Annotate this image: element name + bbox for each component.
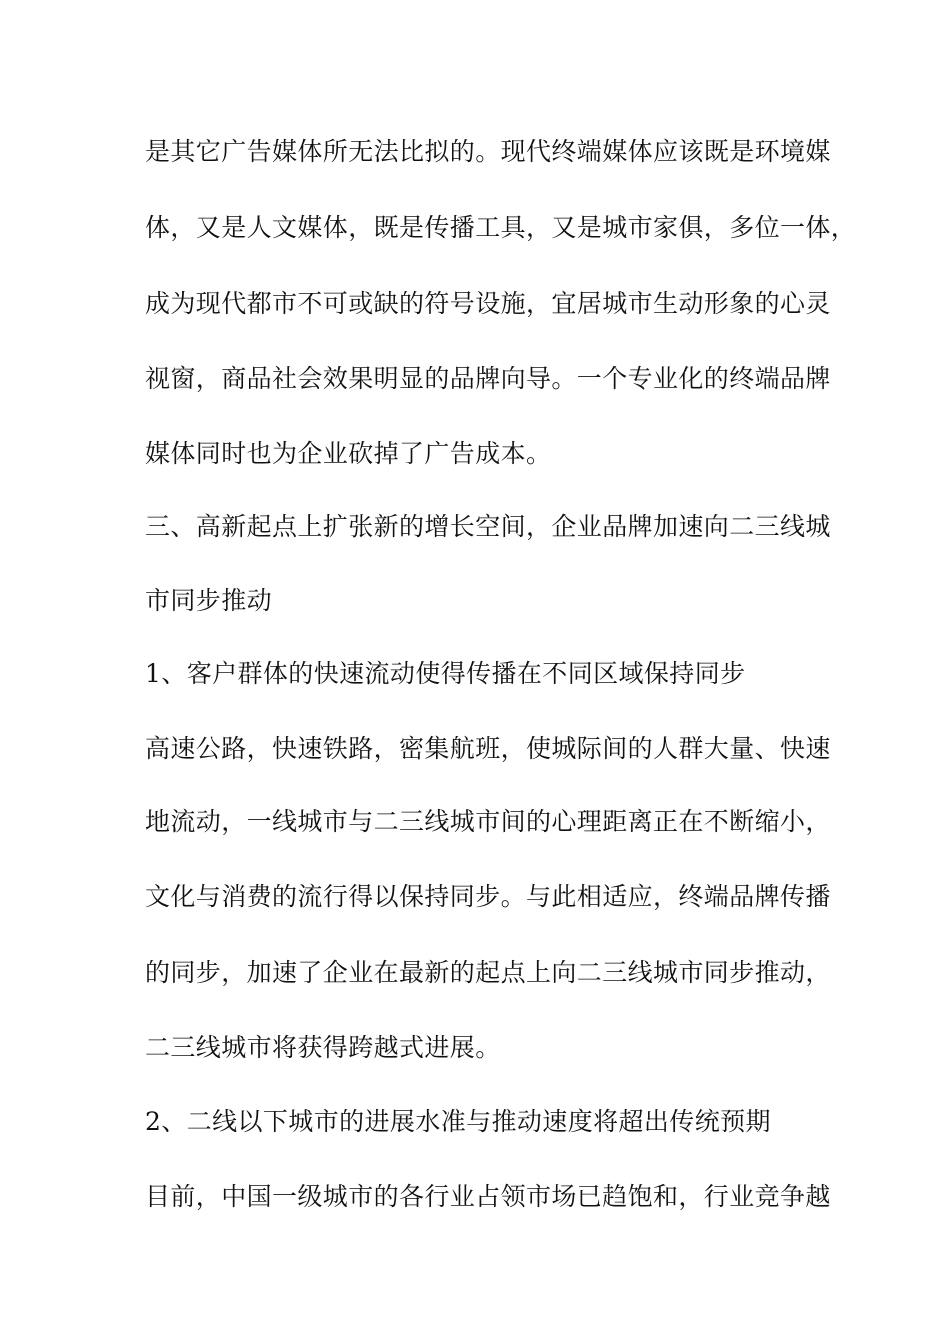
subsection-heading: 2、二线以下城市的进展水准与推动速度将超出传统预期 — [145, 1107, 771, 1136]
text-line: 目前，中国一级城市的各行业占领市场已趋饱和，行业竞争越 — [145, 1182, 831, 1211]
text-line: 二三线城市将获得跨越式进展。 — [145, 1033, 501, 1062]
section-heading: 三、高新起点上扩张新的增长空间，企业品牌加速向二三线城 — [145, 512, 831, 541]
text-line: 文化与消费的流行得以保持同步。与此相适应，终端品牌传播 — [145, 882, 831, 911]
text-line: 视窗，商品社会效果明显的品牌向导。一个专业化的终端品牌 — [145, 364, 831, 393]
text-line: 高速公路，快速铁路，密集航班，使城际间的人群大量、快速 — [145, 734, 831, 763]
text-line: 体，又是人文媒体，既是传播工具，又是城市家俱，多位一体， — [145, 213, 857, 242]
text-line: 是其它广告媒体所无法比拟的。现代终端媒体应该既是环境媒 — [145, 137, 831, 166]
text-line: 的同步，加速了企业在最新的起点上向二三线城市同步推动， — [145, 958, 831, 987]
section-heading: 市同步推动 — [145, 586, 273, 615]
text-line: 媒体同时也为企业砍掉了广告成本。 — [145, 439, 552, 468]
subsection-heading: 1、客户群体的快速流动使得传播在不同区域保持同步 — [145, 659, 746, 688]
text-line: 成为现代都市不可或缺的符号设施，宜居城市生动形象的心灵 — [145, 289, 831, 318]
text-line: 地流动，一线城市与二三线城市间的心理距离正在不断缩小， — [145, 807, 831, 836]
